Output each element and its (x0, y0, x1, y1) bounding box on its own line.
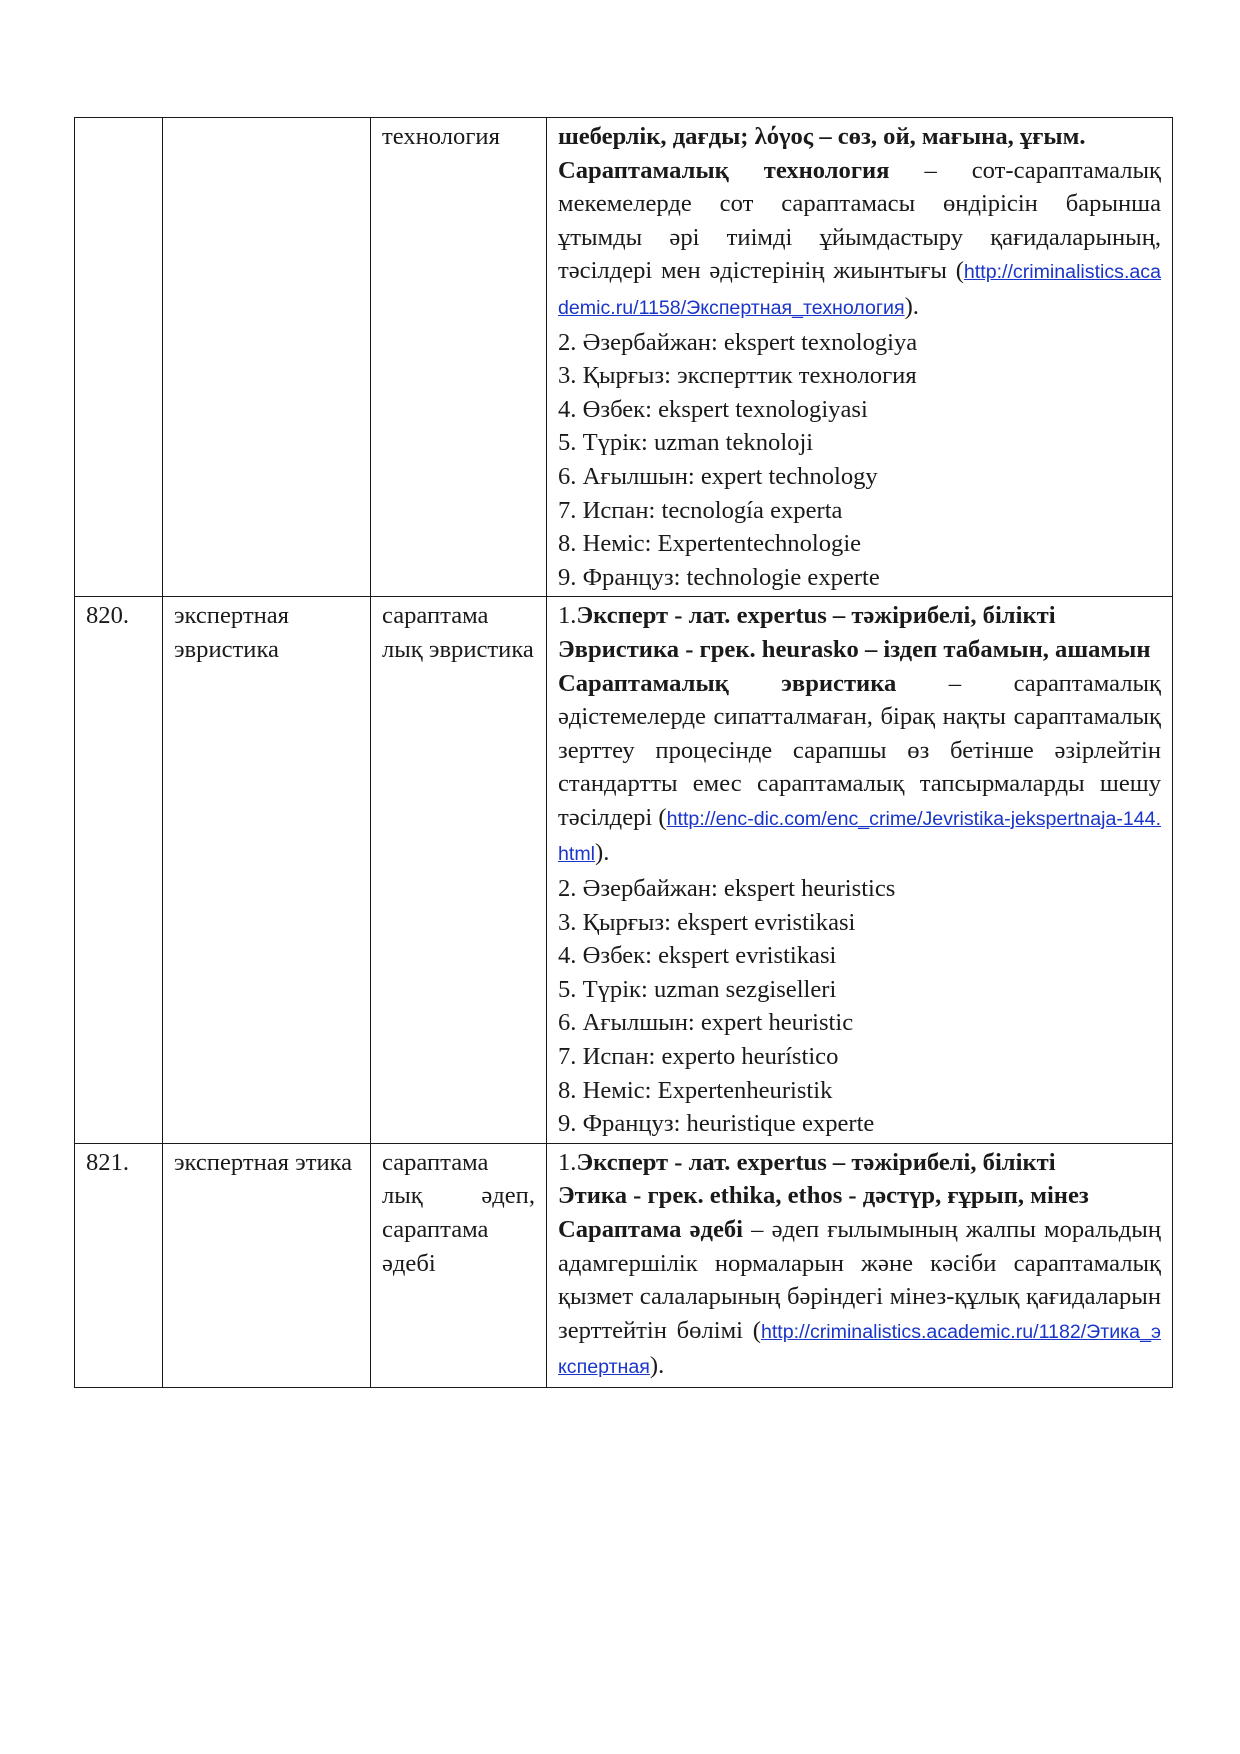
open-paren: ( (955, 257, 964, 285)
list-item: 7. Испан: tecnología experta (558, 496, 843, 524)
definition-text: – әдеп ғылымының жалпы моральдың адамгершілік нормаларын және кәсіби сараптамалық қызмет салаларының бәріндегі мінез-құлық қағидаларын зерттейтін бөлімі (558, 1216, 1161, 1344)
list-item: 5. Түрік: uzman teknoloji (558, 429, 814, 457)
list-item: 8. Неміс: Expertentechnologie (558, 530, 862, 558)
definition-term: Сараптамалық технология (558, 156, 890, 184)
russian-term: экспертная этика (163, 1143, 371, 1387)
etymology-line: Этика - грек. ethika, ethos - дәстүр, ғұрып, мінез (558, 1182, 1089, 1210)
entry-number (75, 118, 163, 597)
list-item: 2. Әзербайжан: ekspert heuristics (558, 875, 896, 903)
kazakh-term: технология (371, 118, 547, 597)
list-item: 3. Қырғыз: эксперттик технология (558, 362, 917, 390)
etymology (558, 1146, 1161, 1180)
russian-term (163, 118, 371, 597)
dictionary-table (74, 117, 1173, 1388)
etymology: шеберлік, дағды; λόγος – сөз, ой, мағына, ұғым. (558, 123, 1086, 150)
dictionary-page (74, 117, 1172, 1388)
list-item: 7. Испан: experto heurístico (558, 1043, 839, 1071)
source-link[interactable]: http://criminalistics.academic.ru/1158/Экспертная_технология (558, 261, 1161, 319)
etymology-line: Эксперт - лат. expertus – тәжірибелі, білікті (576, 602, 1056, 630)
etymology-line: Эвристика - грек. heurasko – іздеп табамын, ашамын (558, 635, 1151, 663)
table-row (75, 597, 1173, 1144)
kazakh-term: сараптама лық эвристика (371, 597, 547, 1144)
etymology-line: Эксперт - лат. expertus – тәжірибелі, білікті (576, 1148, 1056, 1176)
list-item: 9. Француз: heuristique experte (558, 1110, 875, 1138)
definition-text: – сараптамалық әдістемелерде сипатталмаған, бірақ нақты сараптамалық зерттеу процесінде сарапшы өз бетінше әзірлейтін стандартты емес сараптамалық тапсырмаларды шешу тәсілдері (558, 669, 1161, 831)
close-paren: ). (595, 839, 610, 867)
definition (558, 667, 1161, 873)
open-paren: ( (658, 803, 667, 831)
entry-number: 821. (75, 1143, 163, 1387)
list-item: 8. Неміс: Expertenheuristik (558, 1076, 833, 1104)
translation-list (558, 326, 1161, 595)
entry-description (547, 597, 1173, 1144)
list-item: 4. Өзбек: ekspert evristikasi (558, 942, 837, 970)
etymology-prefix: 1. (558, 1148, 577, 1176)
open-paren: ( (752, 1316, 761, 1344)
close-paren: ). (904, 292, 919, 320)
list-item: 3. Қырғыз: ekspert evristikasi (558, 908, 856, 936)
etymology-prefix: 1. (558, 602, 577, 630)
russian-term: экспертная эвристика (163, 597, 371, 1144)
etymology (558, 599, 1161, 633)
list-item: 9. Француз: technologie experte (558, 563, 880, 591)
translation-list (558, 872, 1161, 1141)
kazakh-term: сараптама лық әдеп, сараптама әдебі (371, 1143, 547, 1387)
list-item: 6. Ағылшын: expert technology (558, 462, 878, 490)
table-row (75, 118, 1173, 597)
table-row (75, 1143, 1173, 1387)
source-link[interactable]: http://criminalistics.academic.ru/1182/Этика_экспертная (558, 1320, 1161, 1379)
definition-term: Сараптамалық эвристика (558, 669, 897, 697)
list-item: 4. Өзбек: ekspert texnologiyasi (558, 395, 868, 423)
list-item: 2. Әзербайжан: ekspert texnologiya (558, 328, 918, 356)
entry-number: 820. (75, 597, 163, 1144)
definition-text: – сот-сараптамалық мекемелерде сот сараптамасы өндірісін барынша ұтымды әрі тиімді ұйымдастыру қағидаларының, тәсілдері мен әдістерінің жиынтығы (558, 156, 1162, 285)
list-item: 5. Түрік: uzman sezgiselleri (558, 975, 837, 1003)
source-link[interactable]: http://enc-dic.com/enc_crime/Jevristika-jekspertnaja-144.html (558, 807, 1162, 866)
definition-term: Сараптама әдебі (558, 1216, 743, 1243)
definition (558, 1213, 1161, 1385)
entry-description (547, 1143, 1173, 1387)
definition (558, 154, 1161, 326)
entry-description (547, 118, 1173, 597)
close-paren: ). (649, 1352, 665, 1380)
list-item: 6. Ағылшын: expert heuristic (558, 1009, 854, 1037)
